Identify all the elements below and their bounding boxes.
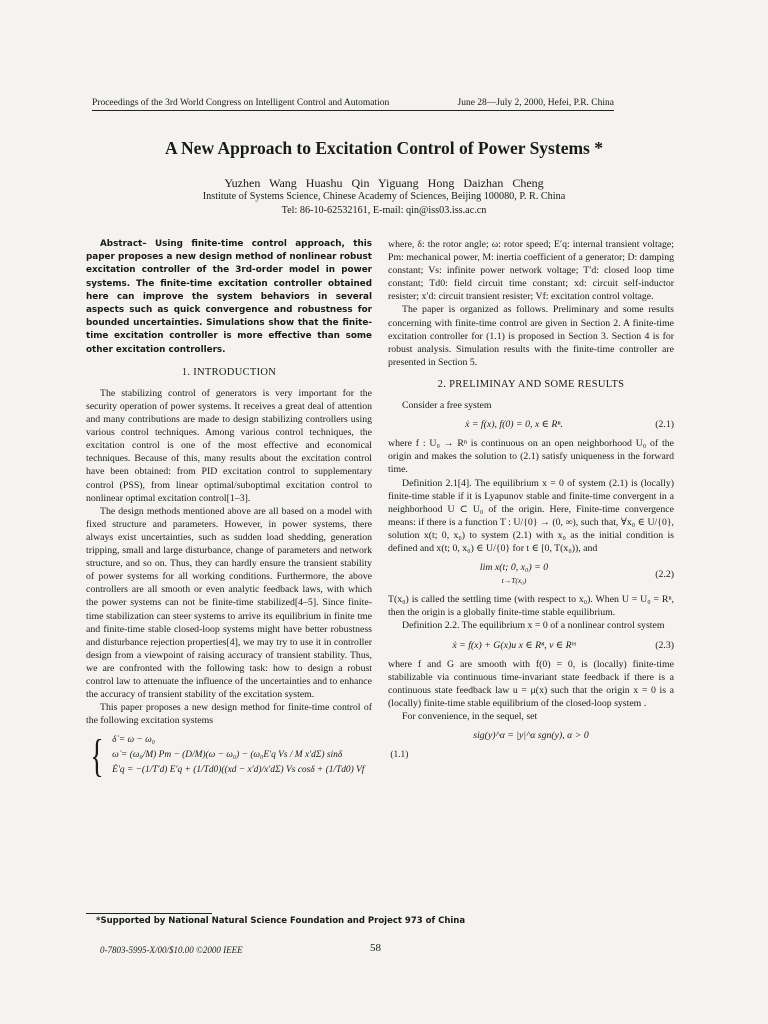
page-number: 58 [370,942,381,954]
paper-title: A New Approach to Excitation Control of Power Systems * [165,138,603,158]
section-heading-introduction: 1. INTRODUCTION [181,366,277,378]
settling-time-paragraph: T(x₀) is called the settling time (with respect to x₀). When U = U₀ = Rⁿ, then the origin is a globally finite-time stable equilibrium. [388,594,674,619]
right-column [388,238,674,748]
intro-paragraph-1: The stabilizing control of generators is very important for the security operation of power systems. It receives a great deal of attention and many contributions are made to design stabilizing controllers using various control techniques. Among various control techniques, the excitation control is one of the most effective and economical techniques. Because of this, many results about the excitation control have been obtained: from PID excitation control to supplementary control (PSS), from linear optimal/suboptimal excitation control to nonlinear optimal excitation control[1–3]. [86,387,372,504]
equation-1-1-line-2: ω̇ = (ω₀/M) Pm − (D/M)(ω − ω₀) − (ω₀E′q Vs / M x′dΣ) sinδ [112,750,343,761]
convenience-text: For convenience, in the sequel, set [402,711,538,722]
conference-dates: June 28—July 2, 2000, Hefei, P.R. China [457,98,614,108]
intro-paragraph-3: This paper proposes a new design method for finite-time control of the following excitation systems [86,702,372,727]
institution: Institute of Systems Science, Chinese Academy of Sciences, Beijing 100080, P. R. China [202,191,566,202]
equation-2-1-body: ẋ = f(x), f(0) = 0, x ∈ Rⁿ. [465,419,563,431]
equation-1-1-line-1: δ̇ = ω − ω₀ [112,735,155,746]
equation-number: (1.1) [390,750,409,761]
equation-number: (2.2) [655,568,674,580]
organization-paragraph: The paper is organized as follows. Preliminary and some results concerning with finite-time control are given in Section 2. A finite-time excitation controller for (1.1) is proposed in Section 3. Section 4 is for robust analysis. Simulation results with the finite-time controller are presented in Section 5. [388,304,674,368]
equation-2-1 [388,418,674,431]
left-column [86,238,409,781]
contact-info: Tel: 86-10-62532161, E-mail: qin@iss03.iss.ac.cn [281,205,487,216]
abstract: Abstract– Using finite-time control approach, this paper proposes a new design method of nonlinear robust excitation controller of the 3rd-order model in power systems. The finite-time excitation controller obtained here can improve the system behaviors in several aspects such as quick convergence and robustness for bounded uncertainties. Simulations show that the finite-time excitation controller is more effective than some other excitation controllers. [86,239,372,355]
equation-2-2 [388,561,674,587]
proceedings-header [92,98,614,111]
footnote: *Supported by National Natural Science Foundation and Project 973 of China [96,916,466,926]
equation-sig [388,729,674,742]
equation-1-1-line-3: Ė′q = −(1/T′d) E′q + (1/Td0)((xd − x′d)/x′dΣ) Vs cosδ + (1/Td0) Vf [112,765,365,776]
where-f-paragraph: where f : U₀ → Rⁿ is continuous on an open neighborhood U₀ of the origin and makes the solution to (2.1) satisfy uniqueness in the forward time. [388,438,674,476]
where-fg-paragraph: where f and G are smooth with f(0) = 0, is (locally) finite-time stabilizable via continuous time-invariant state feedback if there is a continuous state feedback law u = μ(x) such that the origin x = 0 is a (locally) finite-time stable equilibrium of the closed-loop system . [388,658,674,709]
equation-2-3 [388,639,674,652]
equation-sig-body: sig(y)^α = |y|^α sgn(y), α > 0 [473,730,589,742]
proceedings-title: Proceedings of the 3rd World Congress on Intelligent Control and Automation [92,98,390,108]
equation-2-2-body: lim x(t; 0, x₀) = 0 [479,562,549,574]
equation-number: (2.3) [655,639,674,651]
definition-2-2: Definition 2.2. The equilibrium x = 0 of a nonlinear control system [402,620,665,632]
author-list: Yuzhen Wang Huashu Qin Yiguang Hong Daizhan Cheng [224,176,544,190]
equation-brace: { [90,729,104,781]
consider-text: Consider a free system [402,400,492,412]
footnote-rule [86,913,212,914]
copyright-line: 0-7803-5995-X/00/$10.00 ©2000 IEEE [100,945,243,955]
equation-number: (2.1) [655,419,674,431]
definition-2-1: Definition 2.1[4]. The equilibrium x = 0 of system (2.1) is (locally) finite-time stable if it is Lyapunov stable and finite-time convergent in a neighborhood U ⊂ U₀ of the origin. Here, Finite-time convergence means: if there is a function T : U/{0} → (0, ∞), such that, ∀x₀ ∈ U/{0}, solution x(t; 0, x₀) to system (2.1) with x₀ as the initial condition is defined and x(t; 0, x₀) ∈ U/{0} for t ∈ [0, T(x₀)), and [388,477,674,554]
variable-definitions: where, δ: the rotor angle; ω: rotor speed; E′q: internal transient voltage; Pm: mechanical power, M: inertia coefficient of a generator; D: damping constant; Vs: infinite power network voltage; T′d: closed loop time constant; Td0: field circuit time constant; xd: circuit self-inductor resister; x′d: circuit transient resister; Vf: excitation control voltage. [388,239,674,303]
intro-paragraph-2: The design methods mentioned above are all based on a model with fixed structure and parameters. However, in power systems, there always exist uncertainties, such as sudden load shedding, generation tripping, small and large disturbance, change of parameters and network structure, and so on. Thus, they can hardly ensure the transient stability of power systems for all working conditions. Furthermore, the above controllers are all smooth or even analytic feedback laws, with which the power systems can not be finite-time stabilized[4–5]. Since finite-time stabilization can steer systems to arrive its equilibrium in finite tme and finite-time stable closed-loop systems might have better robustness and disturbance rejection properties[4], we may try to use it in controller design from a viewpoint of raising accuracy of transient stability. Thus, we are confronted with the following task: how to design a robust control law to attenuate the influence of the uncertainties and to enhance the accuracy of transient stability of the excitation system. [86,505,372,701]
section-heading-preliminary: 2. PRELIMINAY AND SOME RESULTS [437,378,625,390]
equation-1-1 [86,729,409,781]
equation-2-2-subscript: t→T(x₀) [501,576,527,586]
equation-2-3-body: ẋ = f(x) + G(x)u x ∈ Rⁿ, v ∈ Rᵐ [452,639,576,651]
